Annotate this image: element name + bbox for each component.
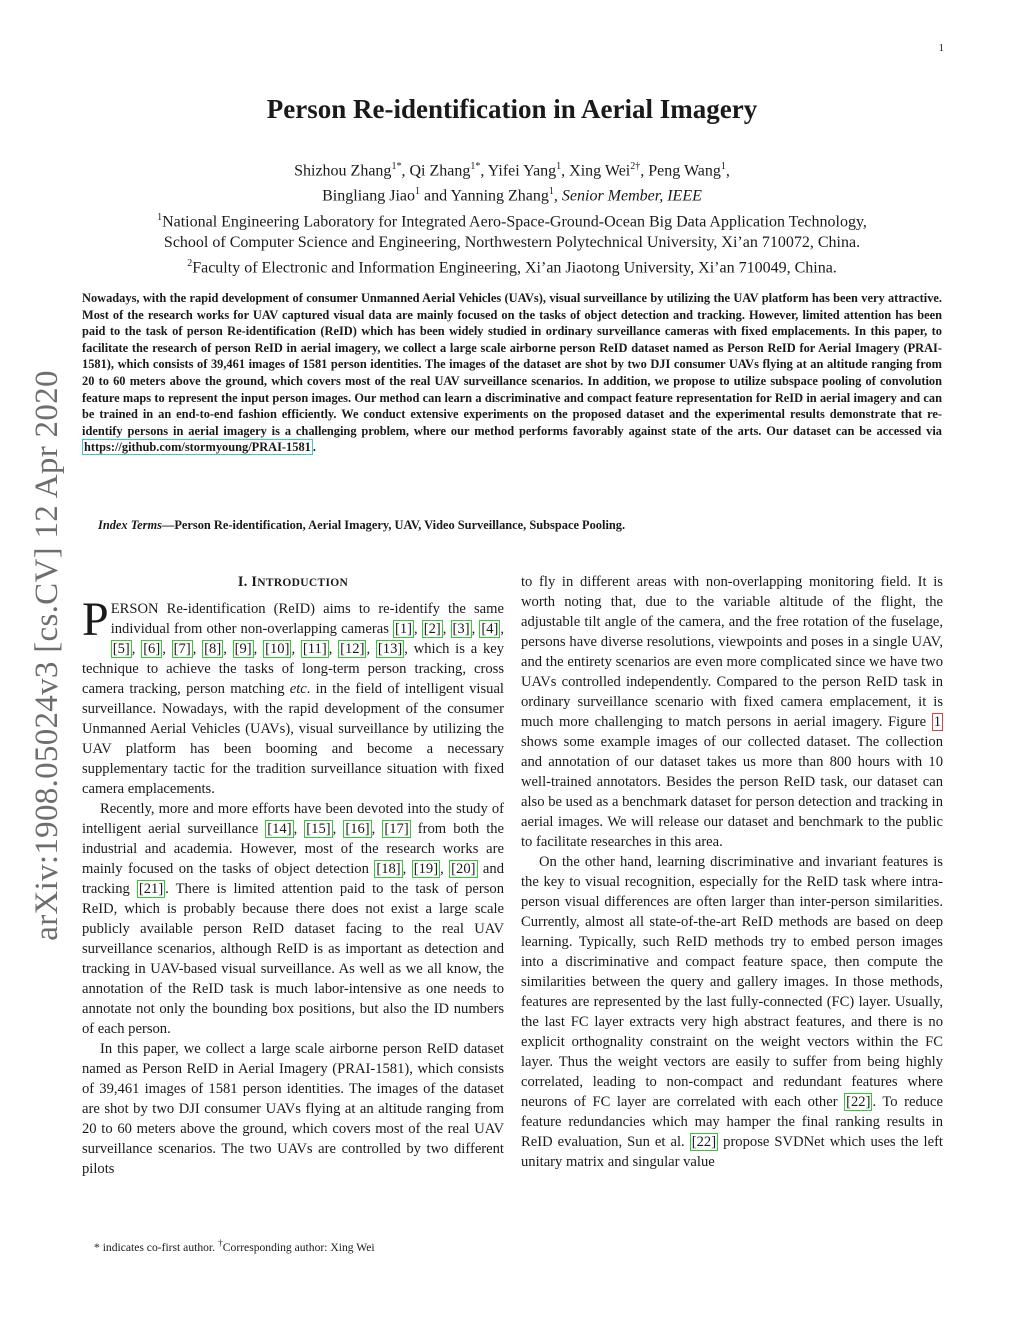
paragraph-text: Recently, more and more efforts have been devoted into the study of intelligent aerial surveillance xyxy=(82,801,504,837)
footnote xyxy=(82,1236,504,1255)
affiliation-1-continued: School of Computer Science and Engineering, Northwestern Polytechnical University, Xi’an 710072, China. xyxy=(163,233,861,251)
citation-link[interactable]: [14] xyxy=(267,821,292,837)
index-terms-label: Index Terms xyxy=(98,518,162,532)
author-separator: , xyxy=(553,187,562,205)
dataset-link[interactable]: https://github.com/stormyoung/PRAI-1581 xyxy=(84,440,311,455)
author-line-2 xyxy=(100,181,924,206)
citation-separator: , xyxy=(291,641,301,657)
author-role: Senior Member, IEEE xyxy=(561,187,702,205)
paragraph-text: . in the field of intelligent visual surveillance. Nowadays, with the rapid development of the consumer Unmanned Aerial Vehicles (UAVs), visual surveillance by utilizing the UAV platform has been booming and become a necessary supplementary tactic for the tradition surveillance situation with fixed camera emplacements. xyxy=(82,681,504,797)
paragraph-text: On the other hand, learning discriminative and invariant features is the key to visual recognition, especially for the ReID task where intra-person visual differences are often larger than inter-person similarities. Currently, almost all state-of-the-art ReID methods are based on deep learning. Typically, such ReID methods try to embed person images into a discriminative and compact feature space, then compute the similarities between the query and gallery images. In those methods, features are represented by the last fully-connected (FC) layer. Usually, the last FC layer extracts very high abstract features, and there is no explicit orthognality constraint on the weight vectors within the FC layer. Thus the weight vectors are easily to suffer from being highly correlated, leading to non-compact and redundant features where neurons of FC layer are correlated with each other xyxy=(521,854,943,1110)
author-separator: , xyxy=(640,162,649,180)
citation-link[interactable]: [12] xyxy=(340,641,365,657)
affiliation-text: Faculty of Electronic and Information Engineering, Xi’an Jiaotong University, Xi’an 710049, China. xyxy=(192,259,837,277)
affiliation-2 xyxy=(100,253,924,278)
citation-link[interactable]: [16] xyxy=(345,821,370,837)
author-name: Shizhou Zhang xyxy=(294,162,392,180)
author-name: Qi Zhang xyxy=(409,162,471,180)
paragraph-text: . To reduce feature redundancies which may hamper the final ranking results in ReID evaluation, Sun et al. xyxy=(521,1094,943,1150)
author-line-1 xyxy=(100,156,924,181)
paragraph-text: , which is a key technique to achieve the tasks of long-term person tracking, cross camera tracking, person matching xyxy=(82,641,505,697)
citation-separator: , xyxy=(131,641,142,657)
section-title-rest: NTRODUCTION xyxy=(257,577,349,589)
arxiv-identifier-stamp xyxy=(12,355,82,955)
intro-paragraph-4 xyxy=(521,852,943,1172)
citation-link[interactable]: [5] xyxy=(112,641,130,657)
affiliation-mark: 1 xyxy=(157,211,163,223)
citation-link[interactable]: [22] xyxy=(846,1094,871,1110)
author-block xyxy=(100,156,924,278)
drop-cap-letter: P xyxy=(82,593,109,646)
citation-separator: , xyxy=(500,621,505,637)
citation-separator: , xyxy=(253,641,264,657)
intro-paragraph-3-continued xyxy=(521,572,943,852)
citation-separator: , xyxy=(332,821,344,837)
intro-paragraph-1 xyxy=(82,593,505,799)
affiliation-mark: 2 xyxy=(187,257,193,269)
author-affiliation-mark: 1 xyxy=(720,161,726,172)
paragraph-text: shows some example images of our collected dataset. The collection and annotation of our dataset takes us more than 800 hours with 10 well-trained annotators. Besides the person ReID task, our dataset can also be used as a benchmark dataset for person detection and tracking in aerial images. We will release our dataset and benchmark to the public to facilitate researches in this area. xyxy=(521,734,943,850)
author-separator: , xyxy=(401,162,410,180)
citation-link[interactable]: [9] xyxy=(234,641,252,657)
citation-separator: , xyxy=(371,821,383,837)
abstract-text: Nowadays, with the rapid development of consumer Unmanned Aerial Vehicles (UAVs), visual surveillance by utilizing the UAV platform has been very attractive. Most of the research works for UAV captured visual data are mainly focused on the tasks of object detection and tracking. However, limited attention has been paid to the task of person Re-identification (ReID) which has been widely studied in ordinary surveillance cameras with fixed emplacements. In this paper, to facilitate the research of person ReID in aerial imagery, we collect a large scale airborne person ReID dataset named as Person ReID for Aerial Imagery (PRAI-1581), which consists of 39,461 images of 1581 person identities. The images of the dataset are shot by two DJI consumer UAVs flying at an altitude ranging from 20 to 60 meters above the ground, which covers most of the real UAV surveillance scenarios. In addition, we propose to utilize subspace pooling of convolution feature maps to represent the input person images. Our method can learn a discriminative and compact feature representation for ReID in aerial imagery and can be trained in an end-to-end fashion efficiently. We conduct extensive experiments on the proposed dataset and the experimental results demonstrate that re-identify persons in aerial imagery is a challenging problem, where our method performs favorably against state of the arts. Our dataset can be accessed via xyxy=(82,291,942,438)
citation-separator: , xyxy=(162,641,172,657)
author-name: Peng Wang xyxy=(648,162,721,180)
citation-link[interactable]: [3] xyxy=(452,621,470,637)
section-number: I. xyxy=(237,574,252,590)
citation-separator: , xyxy=(192,641,203,657)
citation-separator: , xyxy=(223,641,233,657)
abstract xyxy=(82,290,942,456)
abstract-end: . xyxy=(312,440,316,455)
paragraph-text: ERSON Re-identification (ReID) aims to re-identify the same individual from other non-overlapping cameras xyxy=(110,601,504,637)
section-heading-introduction xyxy=(82,572,504,593)
author-separator: and xyxy=(420,187,451,205)
footnote-text: indicates co-first author. xyxy=(99,1240,218,1254)
paragraph-text: from both the industrial and academia. However, most of the research works are mainly focused on the tasks of object detection xyxy=(82,821,505,877)
citation-link[interactable]: [18] xyxy=(376,861,401,877)
author-separator: , xyxy=(725,162,730,180)
citation-link[interactable]: [15] xyxy=(306,821,331,837)
footnote-text: Corresponding author: Xing Wei xyxy=(222,1240,375,1254)
citation-link[interactable]: [17] xyxy=(384,821,409,837)
citation-separator: , xyxy=(293,821,305,837)
citation-link[interactable]: [2] xyxy=(423,621,441,637)
author-name: Yanning Zhang xyxy=(450,187,549,205)
footnote-dagger: † xyxy=(217,1238,223,1249)
citation-link[interactable]: [6] xyxy=(143,641,161,657)
intro-paragraph-3: In this paper, we collect a large scale airborne person ReID dataset named as Person ReID in Aerial Imagery (PRAI-1581), which consists of 39,461 images of 1581 person identities. The images of the dataset are shot by two DJI consumer UAVs flying at an altitude ranging from 20 to 60 meters above the ground, which covers most of the real UAV surveillance scenarios. The two UAVs are controlled by two different pilots xyxy=(82,1041,504,1177)
citation-link[interactable]: [22] xyxy=(691,1134,717,1150)
intro-paragraph-2 xyxy=(82,799,504,1039)
author-affiliation-mark: 2† xyxy=(630,161,641,172)
citation-separator: , xyxy=(440,861,450,877)
citation-separator: , xyxy=(442,621,451,637)
citation-link[interactable]: [21] xyxy=(138,881,164,897)
index-terms xyxy=(82,517,942,533)
citation-link[interactable]: [10] xyxy=(265,641,290,657)
footnote-star: * xyxy=(94,1240,100,1254)
affiliation-text: National Engineering Laboratory for Integrated Aero-Space-Ground-Ocean Big Data Application Technology, xyxy=(162,212,867,230)
citation-separator: , xyxy=(366,641,376,657)
author-affiliation-mark: 1 xyxy=(415,186,421,198)
citation-link[interactable]: [13] xyxy=(377,641,403,657)
citation-link[interactable]: [7] xyxy=(173,641,191,657)
italic-text: etc xyxy=(289,681,307,697)
citation-separator: , xyxy=(402,861,412,877)
author-name: Xing Wei xyxy=(569,162,631,180)
author-affiliation-mark: 1 xyxy=(556,161,562,172)
author-name: Yifei Yang xyxy=(487,162,557,180)
index-terms-text: —Person Re-identification, Aerial Imagery, UAV, Video Surveillance, Subspace Pooling. xyxy=(161,518,626,532)
paragraph-text: . There is limited attention paid to the task of person ReID, which is probably because there does not exist a large scale publicly available person ReID dataset facing to the real UAV surveillance scenarios, although ReID is as important as detection and tracking in UAV-based visual surveillance. As well as we all know, the annotation of the ReID task is much labor-intensive as one needs to annotate not only the bounding box positions, but also the ID numbers of each person. xyxy=(82,881,504,1037)
author-affiliation-mark: 1* xyxy=(470,161,481,172)
paper-title: Person Re-identification in Aerial Imagery xyxy=(266,94,758,124)
citation-separator: , xyxy=(414,621,422,637)
paragraph-text: and tracking xyxy=(82,861,505,897)
page-number: 1 xyxy=(938,42,944,54)
section-title-initial: I xyxy=(251,574,258,590)
citation-link[interactable]: [20] xyxy=(451,861,476,877)
author-separator: , xyxy=(561,162,570,180)
affiliation-1 xyxy=(100,207,924,232)
arxiv-identifier-text: arXiv:1908.05024v3 [cs.CV] 12 Apr 2020 xyxy=(28,369,65,941)
author-name: Bingliang Jiao xyxy=(322,187,416,205)
left-column xyxy=(82,572,504,1179)
citation-link[interactable]: [1] xyxy=(394,621,413,637)
citation-link[interactable]: [4] xyxy=(481,621,499,637)
figure-reference-link[interactable]: 1 xyxy=(933,714,941,730)
citation-link[interactable]: [11] xyxy=(302,641,327,657)
author-separator: , xyxy=(480,162,488,180)
paragraph-text: propose SVDNet which uses the left unitary matrix and singular value xyxy=(521,1134,943,1170)
paragraph-text: to fly in different areas with non-overlapping monitoring field. It is worth noting that, due to the variable altitude of the flight, the adjustable tilt angle of the camera, and the free rotation of the fuselage, persons have diverse resolutions, viewpoints and poses in a single UAV, and the entirety scenarios are even more complicated since we have two UAVs controlled independently. Compared to the person ReID task in ordinary surveillance scenario with fixed camera emplacement, it is much more challenging to match persons in aerial imagery. Figure xyxy=(521,574,943,730)
citation-link[interactable]: [19] xyxy=(413,861,439,877)
author-affiliation-mark: 1* xyxy=(391,161,402,172)
citation-separator: , xyxy=(328,641,339,657)
citation-link[interactable]: [8] xyxy=(204,641,222,657)
author-affiliation-mark: 1 xyxy=(548,186,554,198)
citation-separator: , xyxy=(471,621,480,637)
right-column xyxy=(521,572,943,1172)
